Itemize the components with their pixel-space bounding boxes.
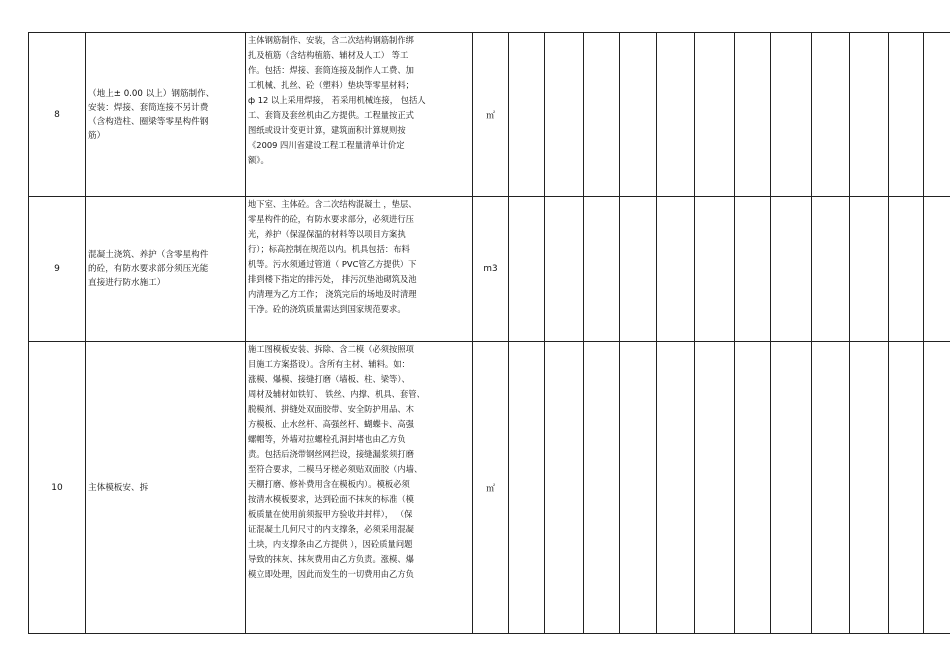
table-row bbox=[29, 342, 950, 634]
empty-cell bbox=[620, 197, 657, 342]
item-description-line: 光，养护（保湿保温的材料等以项目方案执 bbox=[248, 229, 406, 239]
item-description-line: 工、套筒及套丝机由乙方提供。工程量按正式 bbox=[248, 110, 414, 120]
item-name-line: （含构造柱、圈梁等零星构件钢 bbox=[88, 116, 209, 127]
item-description-line: 主体钢筋制作、安装，含二次结构钢筋制作绑 bbox=[248, 35, 414, 45]
empty-cell bbox=[850, 197, 889, 342]
empty-cell bbox=[924, 342, 950, 634]
item-description-line: 目施工方案搭设）。含所有主材、辅料。如： bbox=[248, 359, 410, 369]
item-description-line: ф 12 以上采用焊接， 若采用机械连接， 包括人 bbox=[248, 95, 426, 105]
empty-cell bbox=[620, 33, 657, 197]
empty-cell bbox=[584, 33, 620, 197]
item-description-line: 脱模剂、拼缝处双面胶带、安全防护用品、木 bbox=[248, 404, 414, 414]
item-description-line: 工机械、扎丝、砼（塑料）垫块等零星材料； bbox=[248, 80, 414, 90]
empty-cell bbox=[509, 342, 545, 634]
item-description-line: 额》。 bbox=[248, 155, 269, 165]
item-description-line: 周材及辅材如铁钉、 铁丝、内撑、机具、套管、 bbox=[248, 389, 425, 399]
empty-cell bbox=[889, 197, 924, 342]
empty-cell bbox=[695, 33, 735, 197]
item-description-line: 行）；标高控制在规范以内。机具包括：布料 bbox=[248, 244, 410, 254]
item-description bbox=[246, 342, 473, 634]
item-name-line: 安装：焊接、套筒连接不另计费 bbox=[88, 102, 209, 113]
empty-cell bbox=[657, 33, 695, 197]
item-name bbox=[86, 342, 246, 634]
item-description-line: 机等。污水须通过管道（ PVC管乙方提供）下 bbox=[248, 259, 417, 269]
empty-cell bbox=[771, 197, 812, 342]
empty-cell bbox=[812, 197, 850, 342]
item-description-line: 证混凝土几何尺寸的内支撑条，必须采用混凝 bbox=[248, 524, 414, 534]
item-description bbox=[246, 33, 473, 197]
empty-cell bbox=[924, 197, 950, 342]
item-description-line: 零星构件的砼，有防水要求部分，必须进行压 bbox=[248, 214, 414, 224]
item-name bbox=[86, 33, 246, 197]
empty-cell bbox=[812, 342, 850, 634]
item-description bbox=[246, 197, 473, 342]
item-name-line: 的砼，有防水要求部分须压光能 bbox=[88, 264, 209, 274]
empty-cell bbox=[695, 342, 735, 634]
empty-cell bbox=[889, 33, 924, 197]
item-description-line: 土块，内支撑条由乙方提供 ），因砼质量问题 bbox=[248, 539, 413, 549]
empty-cell bbox=[584, 197, 620, 342]
item-description-line: 扎及植筋（含结构植筋、辅材及人工） 等工 bbox=[248, 50, 409, 60]
item-description-line: 图纸或设计变更计算，建筑面积计算规则按 bbox=[248, 125, 406, 135]
item-description-line: 天棚打磨、修补费用含在模板内）。模板必须 bbox=[248, 479, 410, 489]
empty-cell bbox=[735, 342, 771, 634]
item-number: 9 bbox=[29, 197, 86, 342]
item-description-line: 板质量在使用前须报甲方验收并封样）， （保 bbox=[248, 509, 413, 519]
empty-cell bbox=[545, 33, 584, 197]
empty-cell bbox=[771, 33, 812, 197]
empty-cell bbox=[584, 342, 620, 634]
item-name-line: 筋） bbox=[88, 130, 106, 141]
empty-cell bbox=[812, 33, 850, 197]
item-description-line: 施工图模板安装、拆除、含二模（必须按照项 bbox=[248, 344, 414, 354]
item-description-line: 涨模、爆模、接缝打磨（墙板、柱、梁等）、 bbox=[248, 374, 410, 384]
empty-cell bbox=[850, 33, 889, 197]
empty-cell bbox=[509, 197, 545, 342]
bill-of-quantities-table bbox=[28, 32, 950, 634]
item-unit: ㎡ bbox=[473, 33, 509, 197]
table-row bbox=[29, 33, 950, 197]
item-number: 8 bbox=[29, 33, 86, 197]
item-description-line: 作。包括：焊接、套筒连接及制作人工费、加 bbox=[248, 65, 414, 75]
empty-cell bbox=[545, 197, 584, 342]
empty-cell bbox=[850, 342, 889, 634]
item-description-line: 螺帽等，外墙对拉螺栓孔洞封堵也由乙方负 bbox=[248, 434, 406, 444]
empty-cell bbox=[657, 197, 695, 342]
item-description-line: 《2009 四川省建设工程工程量清单计价定 bbox=[248, 140, 405, 150]
item-name-line: （地上± 0.00 以上）钢筋制作、 bbox=[88, 88, 215, 99]
item-description-line: 干净。砼的浇筑质量需达到国家规范要求。 bbox=[248, 304, 406, 314]
item-name-line: 混凝土浇筑、养护（含零星构件 bbox=[88, 250, 209, 260]
empty-cell bbox=[735, 197, 771, 342]
item-description-line: 导致的抹灰、抹灰费用由乙方负责。涨模、爆 bbox=[248, 554, 414, 564]
item-unit: m3 bbox=[473, 197, 509, 342]
empty-cell bbox=[695, 197, 735, 342]
item-name-line: 主体模板安、拆 bbox=[88, 482, 149, 493]
empty-cell bbox=[545, 342, 584, 634]
empty-cell bbox=[889, 342, 924, 634]
item-description-line: 至符合要求，二模马牙槎必须贴双面胶（内墙、 bbox=[248, 464, 423, 474]
table-row bbox=[29, 197, 950, 342]
item-number: 10 bbox=[29, 342, 86, 634]
empty-cell bbox=[771, 342, 812, 634]
item-description-line: 责。包括后浇带钢丝网拦设，接缝漏浆须打磨 bbox=[248, 449, 414, 459]
item-unit: ㎡ bbox=[473, 342, 509, 634]
item-description-line: 按清水模板要求，达到砼面不抹灰的标准（模 bbox=[248, 494, 414, 504]
empty-cell bbox=[509, 33, 545, 197]
item-name-line: 直接进行防水施工） bbox=[88, 278, 166, 288]
item-description-line: 内清理为乙方工作； 浇筑完后的场地及时清理 bbox=[248, 289, 417, 299]
empty-cell bbox=[657, 342, 695, 634]
item-name bbox=[86, 197, 246, 342]
empty-cell bbox=[620, 342, 657, 634]
empty-cell bbox=[924, 33, 950, 197]
item-description-line: 排到楼下指定的排污处， 排污沉垫池砌筑及池 bbox=[248, 274, 417, 284]
empty-cell bbox=[735, 33, 771, 197]
item-description-line: 模立即处理，因此而发生的一切费用由乙方负 bbox=[248, 569, 414, 579]
item-description-line: 方模板、止水丝杆、高强丝杆、蝴蝶卡、高强 bbox=[248, 419, 414, 429]
item-description-line: 地下室、主体砼。含二次结构混凝土 ，垫层、 bbox=[248, 199, 417, 209]
